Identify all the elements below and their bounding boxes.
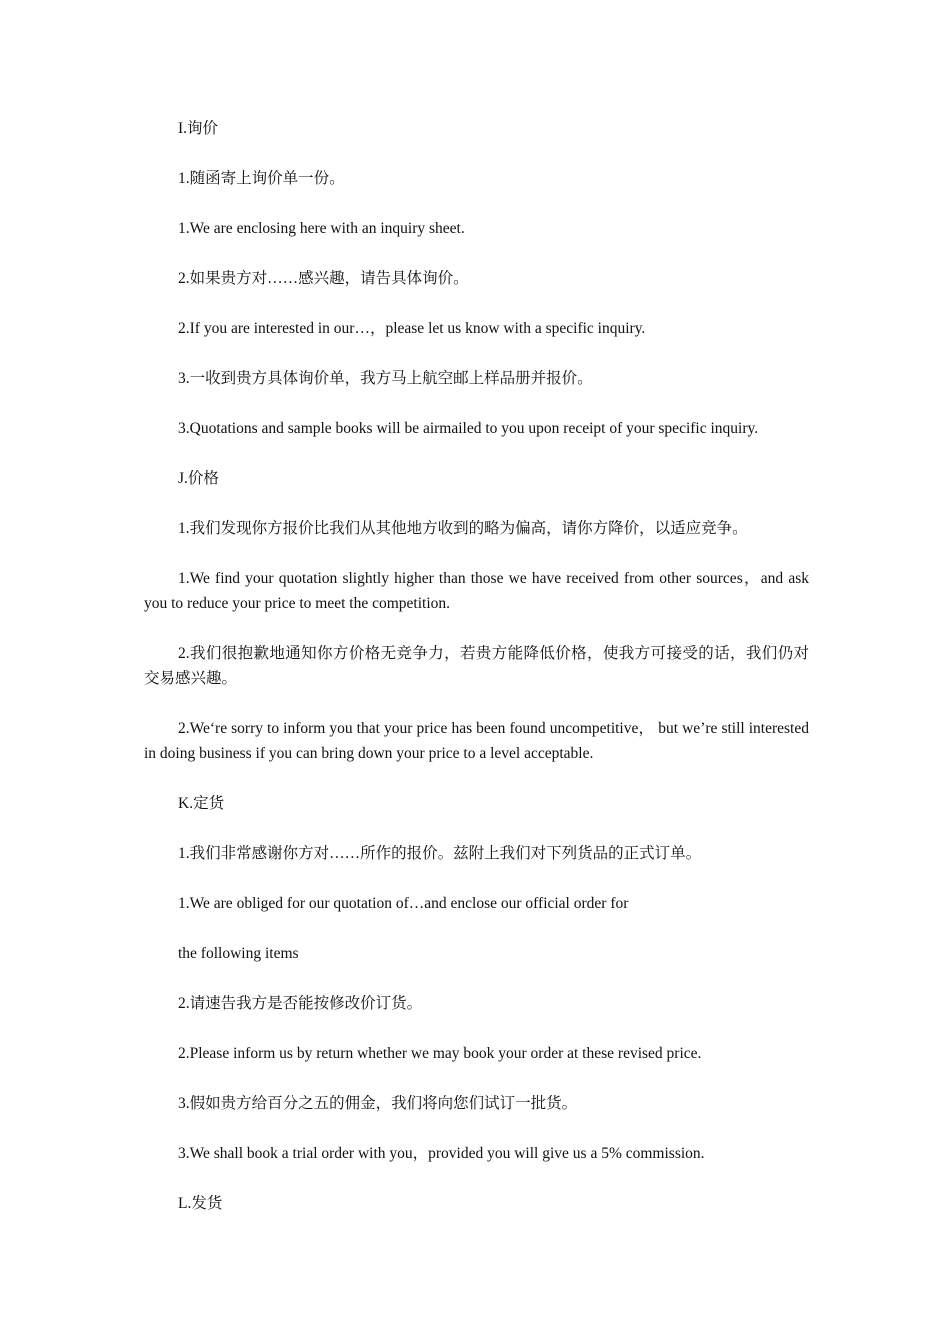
- paragraph: 1.我们发现你方报价比我们从其他地方收到的略为偏高，请你方降价，以适应竞争。: [178, 520, 748, 537]
- paragraph: 3.Quotations and sample books will be airmailed to you upon receipt of your specific inquiry.: [178, 420, 759, 437]
- paragraph: 3.We shall book a trial order with you，provided you will give us a 5% commission.: [178, 1145, 705, 1162]
- paragraph: the following items: [178, 945, 299, 962]
- paragraph: 1.我们非常感谢你方对……所作的报价。兹附上我们对下列货品的正式订单。: [178, 845, 702, 862]
- paragraph: 1.We are obliged for our quotation of…and enclose our official order for: [178, 895, 629, 912]
- section-heading-inquiry: I.询价: [178, 120, 219, 137]
- paragraph: 1.We are enclosing here with an inquiry sheet.: [178, 220, 465, 237]
- paragraph: 1.随函寄上询价单一份。: [178, 170, 345, 187]
- paragraph: 2.We‘re sorry to inform you that your price has been found uncompetitive， but we’re still interested in doing business if you can bring down your price to a level acceptable.: [144, 720, 809, 762]
- paragraph: 2.Please inform us by return whether we may book your order at these revised price.: [178, 1045, 702, 1062]
- paragraph: 3.假如贵方给百分之五的佣金，我们将向您们试订一批货。: [178, 1095, 578, 1112]
- document-body: [144, 116, 809, 1241]
- paragraph: 2.我们很抱歉地通知你方价格无竞争力，若贵方能降低价格，使我方可接受的话，我们仍对交易感兴趣。: [144, 645, 809, 687]
- paragraph: 1.We find your quotation slightly higher than those we have received from other sources，and ask you to reduce your price to meet the competition.: [144, 570, 809, 612]
- paragraph: 3.一收到贵方具体询价单，我方马上航空邮上样品册并报价。: [178, 370, 593, 387]
- paragraph: 2.如果贵方对……感兴趣，请告具体询价。: [178, 270, 469, 287]
- section-heading-order: K.定货: [178, 795, 225, 812]
- section-heading-price: J.价格: [178, 470, 219, 487]
- paragraph: 2.If you are interested in our…，please let us know with a specific inquiry.: [178, 320, 646, 337]
- section-heading-shipment: L.发货: [178, 1195, 223, 1212]
- paragraph: 2.请速告我方是否能按修改价订货。: [178, 995, 423, 1012]
